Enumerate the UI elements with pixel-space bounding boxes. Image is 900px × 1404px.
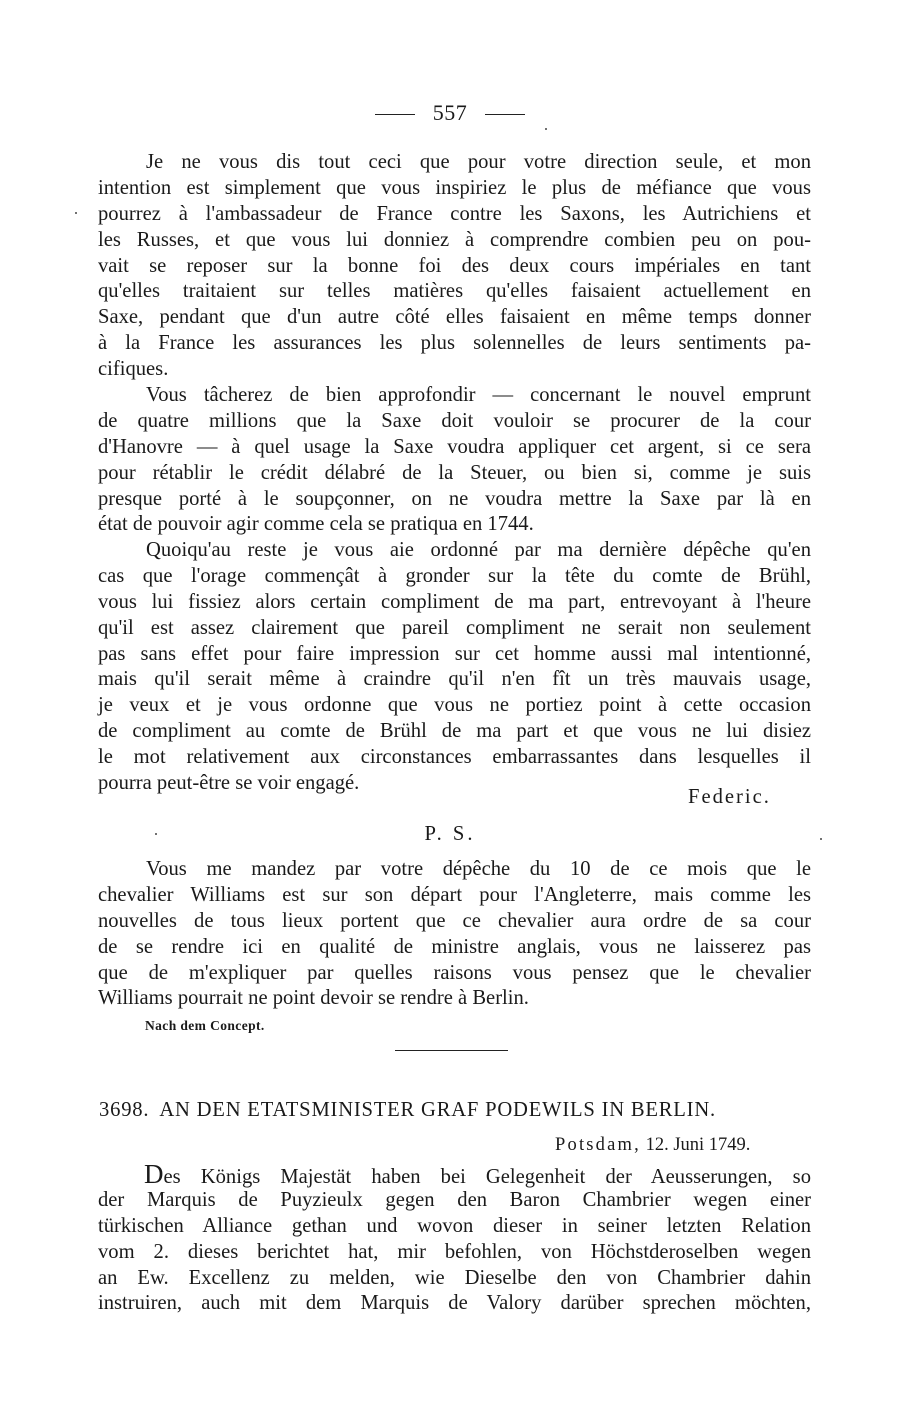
text-line: Vous me mandez par votre dépêche du 10 de ce mois que le — [146, 858, 811, 880]
text-line: pourra peut-être se voir engagé. — [98, 772, 360, 795]
text-line: Vous tâcherez de bien approfondir — concernant le nouvel emprunt — [146, 384, 811, 406]
text-line: qu'elles traitaient sur telles matières qu'elles faisaient actuellement en — [98, 280, 811, 303]
scan-speck — [545, 128, 547, 130]
header-dash-left — [375, 114, 415, 115]
text-line-first — [98, 1159, 811, 1189]
postscript-heading: P. S. — [424, 823, 476, 845]
initial-letter: D — [144, 1159, 164, 1189]
text-line: de compliment au comte de Brühl de ma part et que vous ne lui disiez — [98, 720, 811, 743]
place-date — [555, 1135, 750, 1156]
text-line: intention est simplement que vous inspiriez le plus de méfiance que vous — [98, 176, 811, 199]
date: 12. Juni 1749. — [645, 1135, 751, 1155]
text-line: les Russes, et que vous lui donniez à comprendre combien peu on pou- — [98, 228, 811, 251]
text-line: cas que l'orage commençât à gronder sur la tête du comte de Brühl, — [98, 564, 811, 587]
text-line: nouvelles de tous lieux portent que ce chevalier aura ordre de sa cour — [98, 909, 811, 932]
text-line: cifiques. — [98, 358, 169, 381]
scan-speck — [155, 833, 157, 835]
letter-paragraph-2 — [98, 383, 811, 538]
signature: Federic. — [688, 786, 771, 808]
text-line: an Ew. Excellenz zu melden, wie Dieselbe den von Chambrier dahin — [98, 1266, 811, 1289]
text-line: chevalier Williams est sur son départ pour l'Angleterre, mais comme les — [98, 883, 811, 906]
document-number: 3698. — [99, 1099, 150, 1121]
text-line: pour rétablir le crédit délabré de la Steuer, ou bien si, comme je suis — [98, 461, 811, 484]
text-line: vom 2. dieses berichtet hat, mir befohlen, von Höchstderoselben wegen — [98, 1240, 811, 1263]
text-line: Je ne vous dis tout ceci que pour votre direction seule, et mon — [146, 151, 811, 173]
text-line: vous lui fissiez alors certain compliment de ma part, entrevoyant à l'heure — [98, 590, 811, 613]
scan-speck — [75, 212, 77, 214]
text-line: le mot relativement aux circonstances embarrassantes dans lesquelles il — [98, 746, 811, 769]
document-heading — [99, 1099, 811, 1122]
text-line: pourrez à l'ambassadeur de France contre les Saxons, les Autrichiens et — [98, 202, 811, 225]
place: Potsdam, — [555, 1135, 641, 1155]
text-line: presque porté à le soupçonner, on ne voudra mettre la Saxe par là en — [98, 487, 811, 510]
text-line: instruiren, auch mit dem Marquis de Valory darüber sprechen möchten, — [98, 1292, 811, 1315]
postscript-paragraph — [98, 857, 811, 1012]
text-line: à la France les assurances les plus solennelles de leurs sentiments pa- — [98, 332, 811, 355]
text-line: d'Hanovre — à quel usage la Saxe voudra appliquer cet argent, si ce sera — [98, 435, 811, 458]
first-line-rest: es Königs Majestät haben bei Gelegenheit der Aeusserungen, so — [163, 1166, 811, 1188]
page-header — [0, 100, 900, 126]
letter-paragraph-1 — [98, 150, 811, 383]
text-line: der Marquis de Puyzieulx gegen den Baron Chambrier wegen einer — [98, 1188, 811, 1211]
document-title: AN DEN ETATSMINISTER GRAF PODEWILS IN BERLIN. — [159, 1099, 716, 1121]
page-number: 557 — [432, 100, 468, 125]
text-line: je veux et je vous ordonne que vous ne portiez point à cette occasion — [98, 694, 811, 717]
letter-paragraph-3 — [98, 538, 811, 797]
text-line: que de m'expliquer par quelles raisons vous pensez que le chevalier — [98, 961, 811, 984]
header-dash-right — [485, 114, 525, 115]
text-line: türkischen Alliance gethan und wovon dieser in seiner letzten Relation — [98, 1214, 811, 1237]
document-body — [98, 1159, 811, 1317]
text-line: vait se reposer sur la bonne foi des deux cours impériales en tant — [98, 254, 811, 277]
text-line: de se rendre ici en qualité de ministre anglais, vous ne laisserez pas — [98, 935, 811, 958]
text-line: mais qu'il serait même à craindre qu'il n'en fît un très mauvais usage, — [98, 668, 811, 691]
text-line: Quoiqu'au reste je vous aie ordonné par ma dernière dépêche qu'en — [146, 539, 811, 561]
text-line: de quatre millions que la Saxe doit vouloir se procurer de la cour — [98, 409, 811, 432]
section-divider — [395, 1050, 508, 1051]
text-line: Saxe, pendant que d'un autre côté elles faisaient en même temps donner — [98, 306, 811, 329]
text-line: Williams pourrait ne point devoir se rendre à Berlin. — [98, 987, 529, 1010]
text-line: pas sans effet pour faire impression sur cet homme aussi mal intentionné, — [98, 642, 811, 665]
scan-speck — [820, 838, 822, 840]
text-line: état de pouvoir agir comme cela se pratiqua en 1744. — [98, 513, 534, 536]
text-line: qu'il est assez clairement que pareil compliment ne serait non seulement — [98, 616, 811, 639]
source-note: Nach dem Concept. — [145, 1018, 265, 1033]
